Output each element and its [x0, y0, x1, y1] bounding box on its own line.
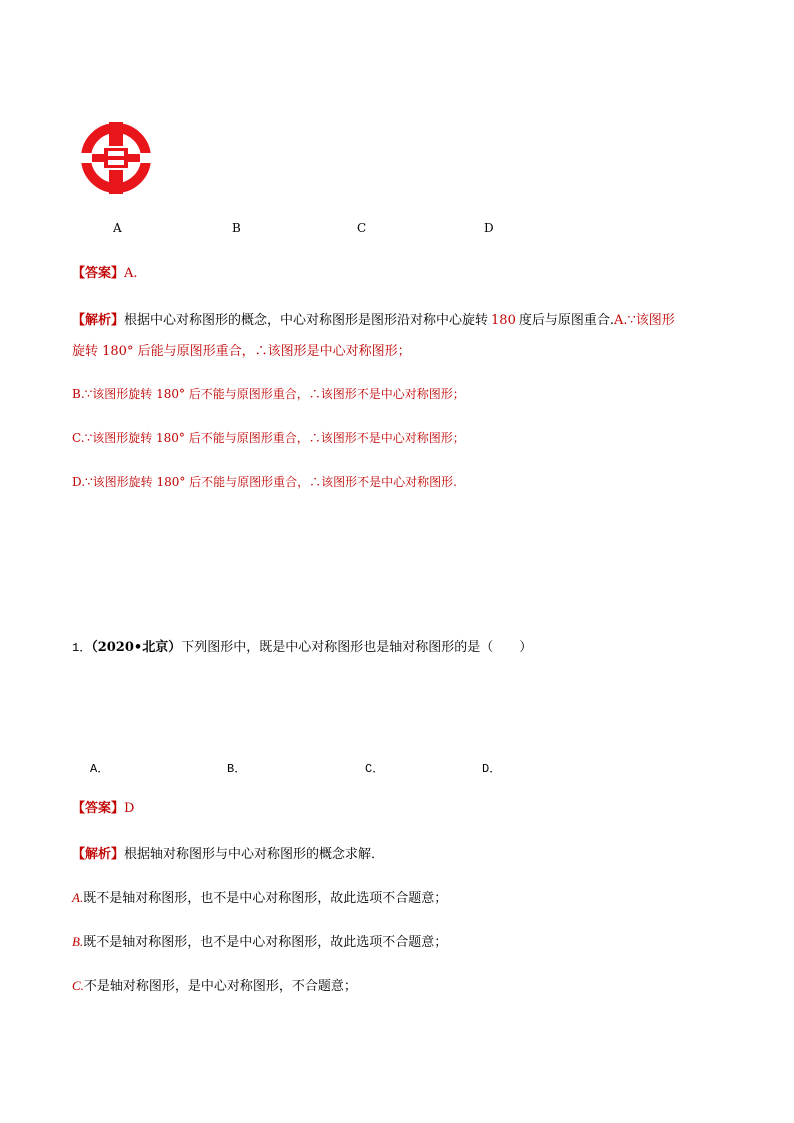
q0-line-b: B.∵该图形旋转 180° 后不能与原图形重合，∴该图形不是中心对称图形； [72, 387, 465, 401]
q1-line-c: C.不是轴对称图形，是中心对称图形，不合题意； [72, 978, 357, 994]
analysis-tag: 【解析】 [72, 313, 125, 328]
q1-line-a: A.既不是轴对称图形，也不是中心对称图形，故此选项不合题意； [72, 890, 448, 906]
q1-analysis [72, 843, 384, 862]
q1-option-d-label: D． [482, 762, 502, 776]
answer-value: A. [124, 266, 138, 281]
answer-tag: 【答案】 [72, 801, 125, 816]
q1-stem [72, 636, 532, 655]
q1-answer [72, 797, 134, 816]
answer-tag: 【答案】 [72, 266, 125, 281]
answer-value: D [124, 801, 135, 816]
q1-line-b: B.既不是轴对称图形，也不是中心对称图形，故此选项不合题意； [72, 934, 448, 950]
subway-logo-icon [78, 120, 154, 196]
q1-number: 1． [72, 641, 92, 655]
q0-analysis-line2: 旋转 180° 后能与原图形重合，∴该图形是中心对称图形； [72, 344, 411, 359]
q0-line-c: C.∵该图形旋转 180° 后不能与原图形重合，∴该图形不是中心对称图形； [72, 431, 465, 445]
q0-answer [72, 262, 138, 281]
analysis-tag: 【解析】 [72, 847, 125, 862]
analysis-text: 根据轴对称图形与中心对称图形的概念求解． [124, 847, 385, 862]
q0-option-c-label: C [357, 221, 367, 235]
q1-option-b-label: B． [227, 762, 247, 776]
q0-option-b-label: B [232, 221, 241, 235]
q0-analysis-line1: 【解析】根据中心对称图形的概念，中心对称图形是图形沿对称中心旋转 180 度后与原图重合.A.∵该图形 [72, 313, 675, 328]
q0-option-d-label: D [484, 221, 494, 235]
q1-text: 下列图形中，既是中心对称图形也是轴对称图形的是（ ） [181, 640, 533, 655]
q1-option-c-label: C． [365, 762, 385, 776]
q1-source: （2020•北京） [91, 640, 182, 655]
q1-option-a-label: A． [90, 762, 110, 776]
q0-line-d: D.∵该图形旋转 180° 后不能与原图形重合，∴该图形不是中心对称图形. [72, 475, 457, 489]
q0-option-a-label: A [113, 221, 122, 235]
